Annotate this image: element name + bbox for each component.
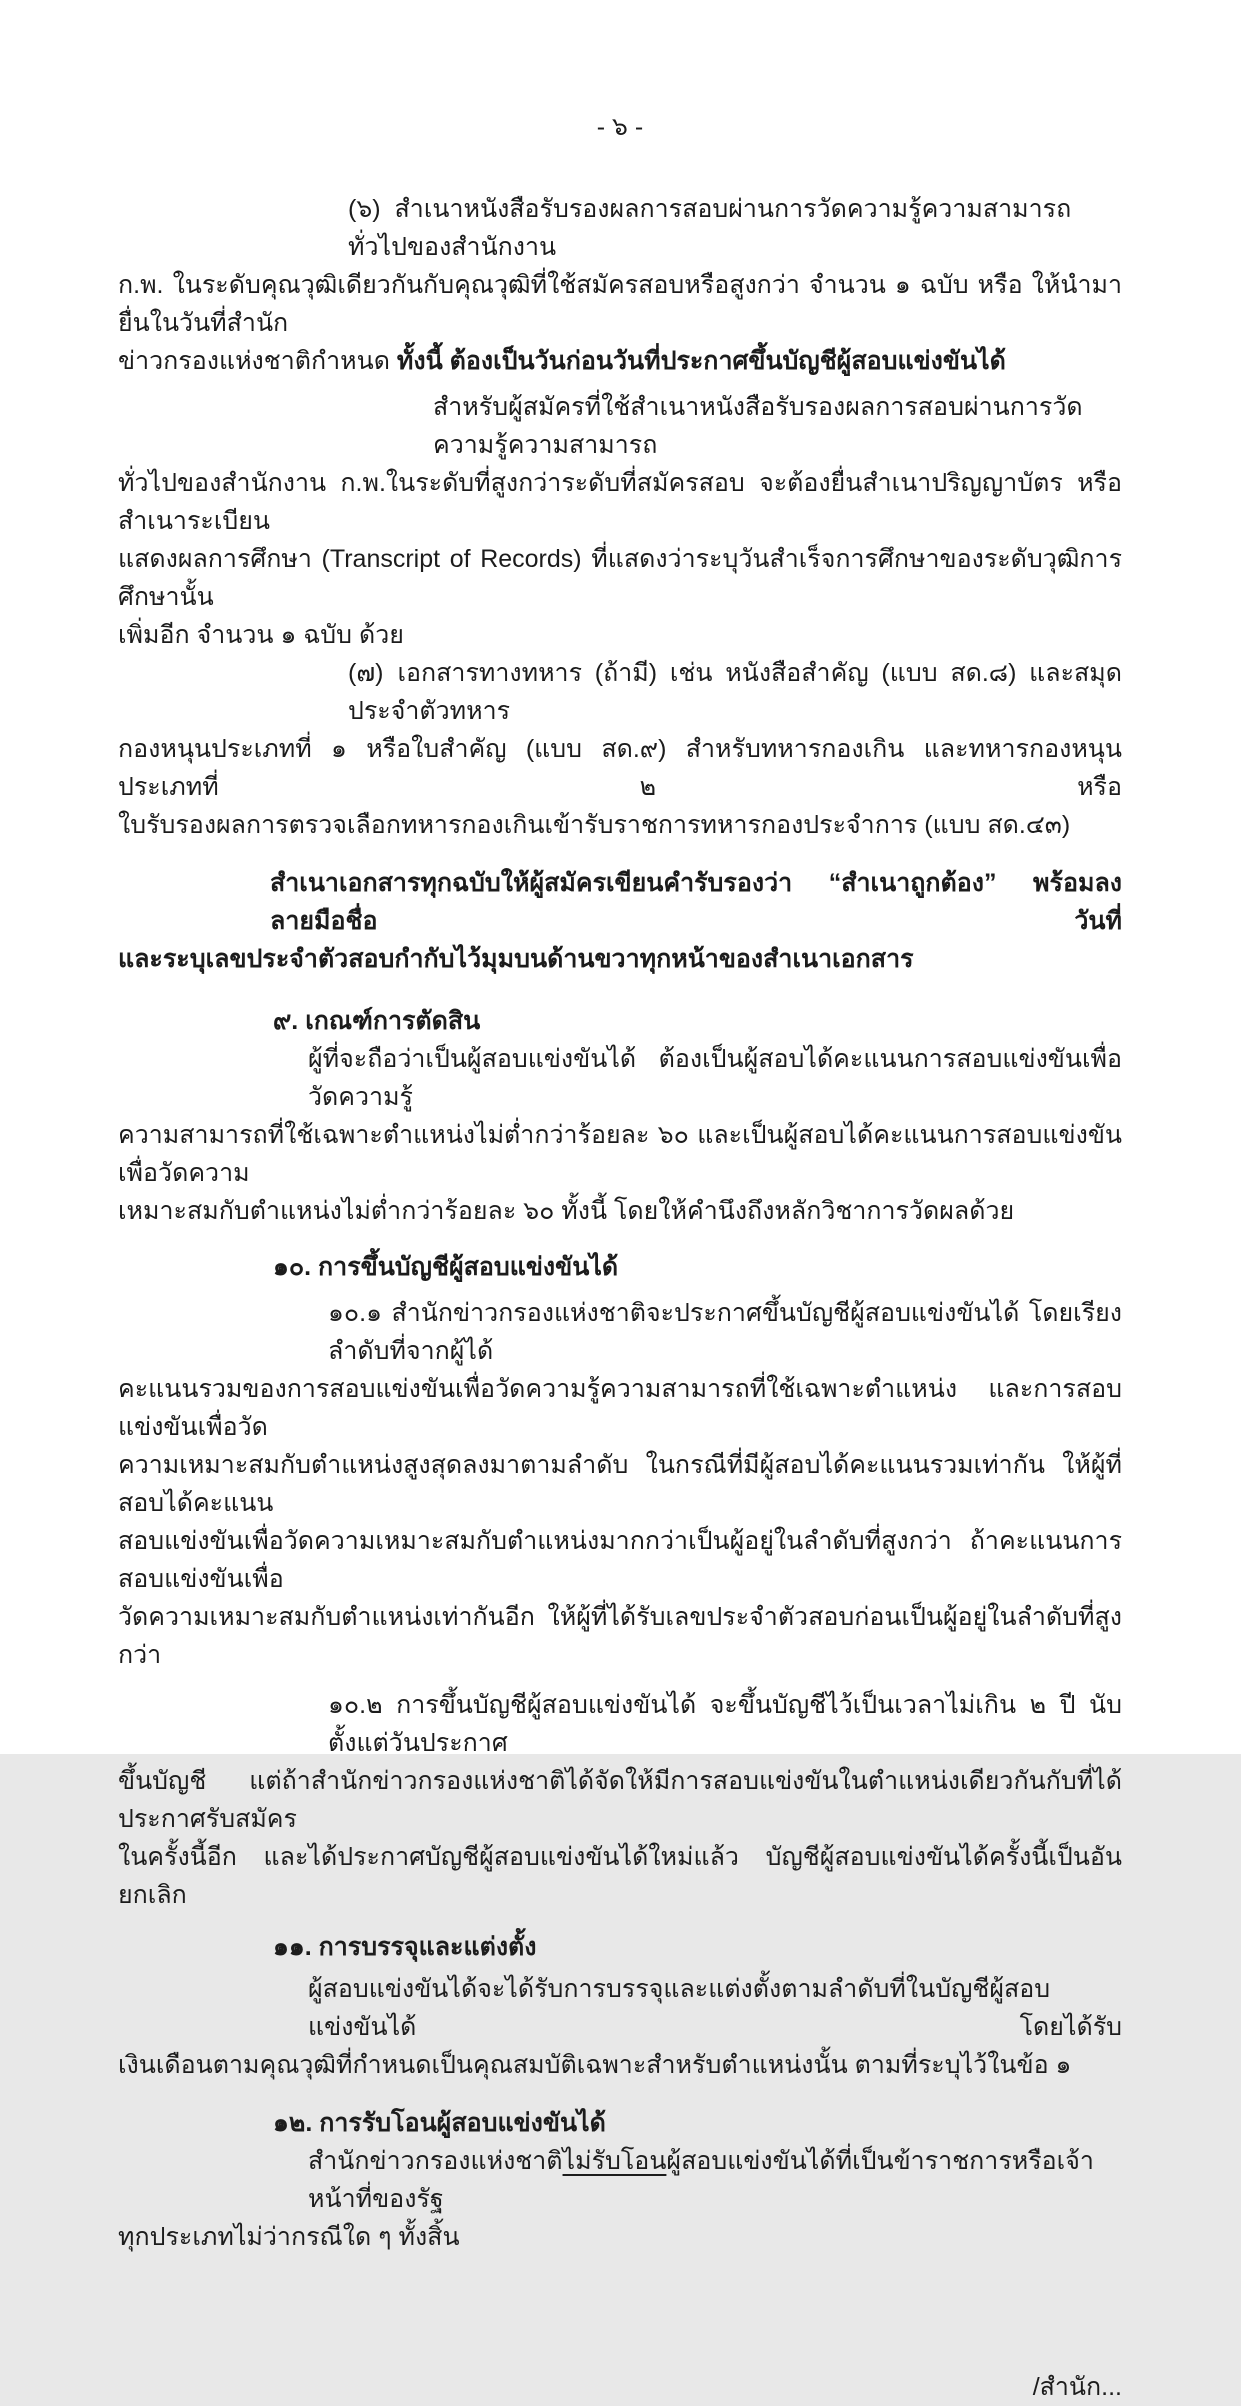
text-line: กองหนุนประเภทที่ ๑ หรือใบสำคัญ (แบบ สด.๙) สำหรับทหารกองเกิน และทหารกองหนุนประเภทที่ ๒ หรือ	[118, 735, 1122, 801]
text-line: ผู้สอบแข่งขันได้จะได้รับการบรรจุและแต่งตั้งตามลำดับที่ในบัญชีผู้สอบแข่งขันได้ โดยได้รับ	[308, 1975, 1122, 2041]
paragraph-section-10-1	[118, 1294, 1122, 1674]
section-heading-11: ๑๑. การบรรจุและแต่งตั้ง	[273, 1933, 537, 1961]
text-line: ๑๐.๑ สำนักข่าวกรองแห่งชาติจะประกาศขึ้นบัญชีผู้สอบแข่งขันได้ โดยเรียงลำดับที่จากผู้ได้	[328, 1299, 1122, 1365]
text-line: เพิ่มอีก จำนวน ๑ ฉบับ ด้วย	[118, 621, 404, 649]
text-line: คะแนนรวมของการสอบแข่งขันเพื่อวัดความรู้ความสามารถที่ใช้เฉพาะตำแหน่ง และการสอบแข่งขันเพื่อวัด	[118, 1375, 1122, 1441]
text-run: ข่าวกรองแห่งชาติกำหนด	[118, 347, 397, 375]
text-line: ทุกประเภทไม่ว่ากรณีใด ๆ ทั้งสิ้น	[118, 2223, 460, 2251]
text-run: ผู้สอบแข่งขันได้ที่เป็นข้าราชการหรือเจ้าหน้าที่ของรัฐ	[308, 2147, 1094, 2213]
text-line: ก.พ. ในระดับคุณวุฒิเดียวกันกับคุณวุฒิที่ใช้สมัครสอบหรือสูงกว่า จำนวน ๑ ฉบับ หรือ ให้นำมายื่นในวันที่สำนัก	[118, 271, 1122, 337]
text-line: สำเนาเอกสารทุกฉบับให้ผู้สมัครเขียนคำรับรองว่า “สำเนาถูกต้อง” พร้อมลงลายมือชื่อ วันที่	[270, 869, 1122, 935]
text-line: ขึ้นบัญชี แต่ถ้าสำนักข่าวกรองแห่งชาติได้จัดให้มีการสอบแข่งขันในตำแหน่งเดียวกันกับที่ได้ประกาศรับสมัคร	[118, 1767, 1122, 1833]
text-line: เหมาะสมกับตำแหน่งไม่ต่ำกว่าร้อยละ ๖๐ ทั้งนี้ โดยให้คำนึงถึงหลักวิชาการวัดผลด้วย	[118, 1197, 1015, 1225]
paragraph-section-11	[118, 1970, 1122, 2084]
text-line: แสดงผลการศึกษา (Transcript of Records) ที่แสดงว่าระบุวันสำเร็จการศึกษาของระดับวุฒิการศึกษานั้น	[118, 545, 1122, 611]
text-line: สอบแข่งขันเพื่อวัดความเหมาะสมกับตำแหน่งมากกว่าเป็นผู้อยู่ในลำดับที่สูงกว่า ถ้าคะแนนการสอบแข่งขันเพื่อ	[118, 1527, 1122, 1593]
text-line: ในครั้งนี้อีก และได้ประกาศบัญชีผู้สอบแข่งขันได้ใหม่แล้ว บัญชีผู้สอบแข่งขันได้ครั้งนี้เป็นอันยกเลิก	[118, 1843, 1122, 1909]
paragraph-item-6	[118, 190, 1122, 380]
text-run: สำเนาหนังสือรับรองผลการสอบผ่านการวัดความรู้ความสามารถทั่วไปของสำนักงาน	[348, 195, 1072, 261]
paragraph-item-6-note	[118, 388, 1122, 654]
list-marker: (๗)	[348, 659, 384, 687]
underline-run: ไม่รับโอน	[562, 2147, 667, 2175]
text-run: เอกสารทางทหาร (ถ้ามี) เช่น หนังสือสำคัญ (แบบ สด.๘) และสมุดประจำตัวทหาร	[348, 659, 1122, 725]
text-line	[118, 654, 1122, 730]
text-line	[118, 2142, 1122, 2218]
page-number: - ๖ -	[596, 113, 644, 141]
text-line: ความเหมาะสมกับตำแหน่งสูงสุดลงมาตามลำดับ ในกรณีที่มีผู้สอบได้คะแนนรวมเท่ากัน ให้ผู้ที่สอบได้คะแนน	[118, 1451, 1122, 1517]
text-run: สำนักข่าวกรองแห่งชาติ	[308, 2147, 563, 2175]
paragraph-item-7	[118, 654, 1122, 844]
bold-run: ทั้งนี้ ต้องเป็นวันก่อนวันที่ประกาศขึ้นบัญชีผู้สอบแข่งขันได้	[396, 347, 1006, 375]
paragraph-certify-copies	[118, 864, 1122, 978]
section-heading-10: ๑๐. การขึ้นบัญชีผู้สอบแข่งขันได้	[273, 1253, 619, 1281]
text-line: สำหรับผู้สมัครที่ใช้สำเนาหนังสือรับรองผลการสอบผ่านการวัดความรู้ความสามารถ	[433, 393, 1083, 459]
list-marker: (๖)	[348, 195, 381, 223]
text-line: ผู้ที่จะถือว่าเป็นผู้สอบแข่งขันได้ ต้องเป็นผู้สอบได้คะแนนการสอบแข่งขันเพื่อวัดความรู้	[308, 1045, 1122, 1111]
paragraph-section-12	[118, 2142, 1122, 2256]
text-line: ทั่วไปของสำนักงาน ก.พ.ในระดับที่สูงกว่าระดับที่สมัครสอบ จะต้องยื่นสำเนาปริญญาบัตร หรือสำเนาระเบียน	[118, 469, 1122, 535]
text-line: ความสามารถที่ใช้เฉพาะตำแหน่งไม่ต่ำกว่าร้อยละ ๖๐ และเป็นผู้สอบได้คะแนนการสอบแข่งขันเพื่อวัดความ	[118, 1121, 1122, 1187]
text-line	[118, 190, 1122, 266]
section-heading-9: ๙. เกณฑ์การตัดสิน	[273, 1007, 481, 1035]
paragraph-section-10-2	[118, 1686, 1122, 1914]
text-line: ใบรับรองผลการตรวจเลือกทหารกองเกินเข้ารับราชการทหารกองประจำการ (แบบ สด.๔๓)	[118, 811, 1071, 839]
section-heading-12: ๑๒. การรับโอนผู้สอบแข่งขันได้	[273, 2109, 606, 2137]
paragraph-section-9	[118, 1040, 1122, 1230]
text-line: วัดความเหมาะสมกับตำแหน่งเท่ากันอีก ให้ผู้ที่ได้รับเลขประจำตัวสอบก่อนเป็นผู้อยู่ในลำดับที่สูงกว่า	[118, 1603, 1122, 1669]
text-line: เงินเดือนตามคุณวุฒิที่กำหนดเป็นคุณสมบัติเฉพาะสำหรับตำแหน่งนั้น ตามที่ระบุไว้ในข้อ ๑	[118, 2051, 1072, 2079]
text-line: และระบุเลขประจำตัวสอบกำกับไว้มุมบนด้านขวาทุกหน้าของสำเนาเอกสาร	[118, 945, 914, 973]
text-line	[118, 342, 1122, 380]
continuation-note: /สำนัก...	[1032, 2373, 1122, 2401]
text-line: ๑๐.๒ การขึ้นบัญชีผู้สอบแข่งขันได้ จะขึ้นบัญชีไว้เป็นเวลาไม่เกิน ๒ ปี นับตั้งแต่วันประกาศ	[328, 1691, 1122, 1757]
